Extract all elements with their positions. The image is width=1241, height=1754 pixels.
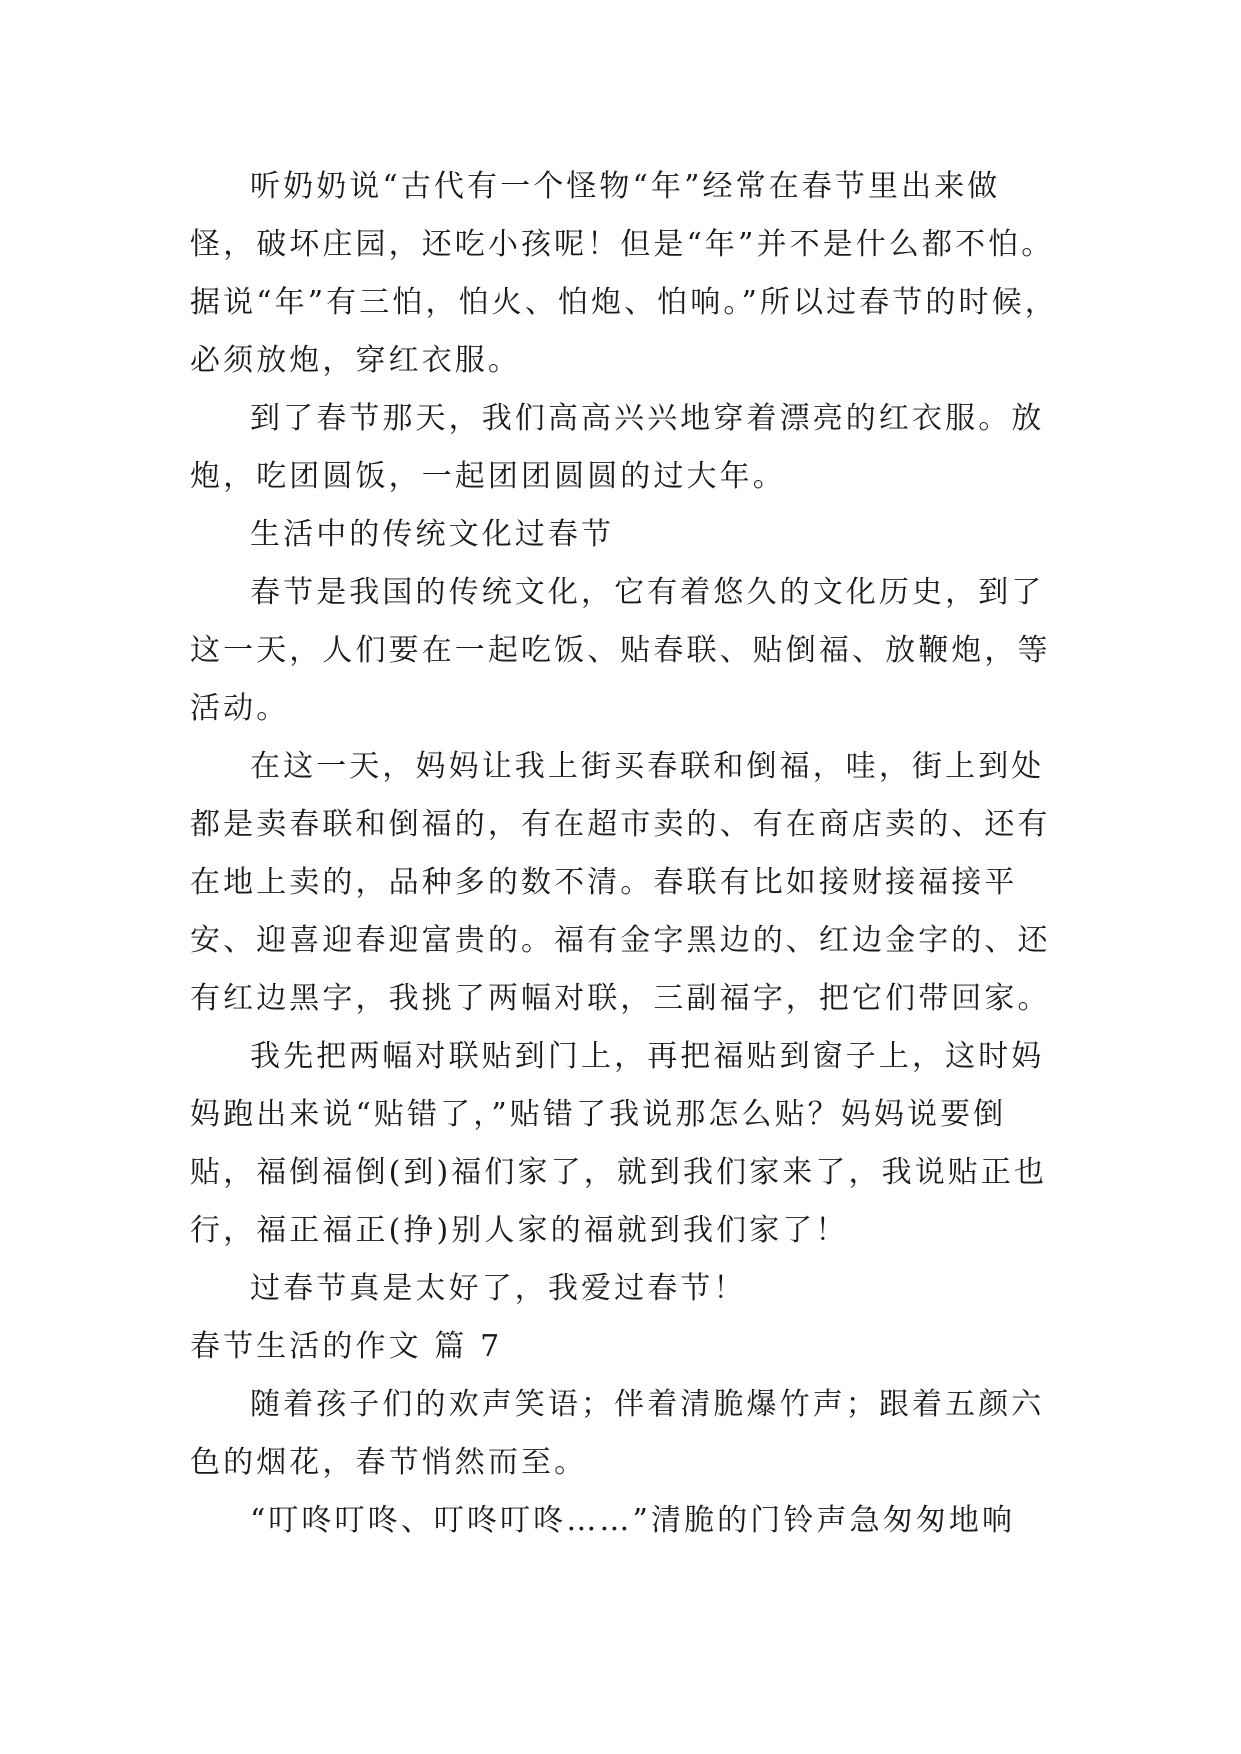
paragraph-doorbell: “叮咚叮咚、叮咚叮咚……”清脆的门铃声急匆匆地响 <box>250 1503 1016 1538</box>
paragraph-conclusion: 过春节真是太好了，我爱过春节！ <box>250 1271 747 1306</box>
paragraph-posting-fu: 我先把两幅对联贴到门上，再把福贴到窗子上，这时妈妈跑出来说“贴错了，”贴错了我说那怎么贴？妈妈说要倒贴，福倒福倒(到)福们家了，就到我们家来了，我说贴正也行，福正福正(挣)别人家的福就到我们家了！ <box>190 1039 1048 1248</box>
paragraph-legend: 听奶奶说“古代有一个怪物“年”经常在春节里出来做怪，破坏庄园，还吃小孩呢！但是“年”并不是什么都不怕。据说“年”有三怕，怕火、怕炮、怕响。”所以过春节的时候，必须放炮，穿红衣服。 <box>190 169 1058 378</box>
paragraph-arrival: 随着孩子们的欢声笑语；伴着清脆爆竹声；跟着五颜六色的烟花，春节悄然而至。 <box>190 1387 1045 1480</box>
essay-subtitle: 生活中的传统文化过春节 <box>250 517 615 552</box>
paragraph-tradition: 春节是我国的传统文化，它有着悠久的文化历史，到了这一天，人们要在一起吃饭、贴春联、贴倒福、放鞭炮，等活动。 <box>190 575 1051 726</box>
paragraph-festival-day: 到了春节那天，我们高高兴兴地穿着漂亮的红衣服。放炮，吃团圆饭，一起团团圆圆的过大年。 <box>190 401 1045 494</box>
section-heading: 春节生活的作文 篇 7 <box>190 1329 503 1364</box>
paragraph-shopping: 在这一天，妈妈让我上街买春联和倒福，哇，街上到处都是卖春联和倒福的，有在超市卖的、有在商店卖的、还有在地上卖的，品种多的数不清。春联有比如接财接福接平安、迎喜迎春迎富贵的。福有金字黑边的、红边金字的、还有红边黑字，我挑了两幅对联，三副福字，把它们带回家。 <box>190 749 1051 1016</box>
document-body <box>190 158 1060 1550</box>
